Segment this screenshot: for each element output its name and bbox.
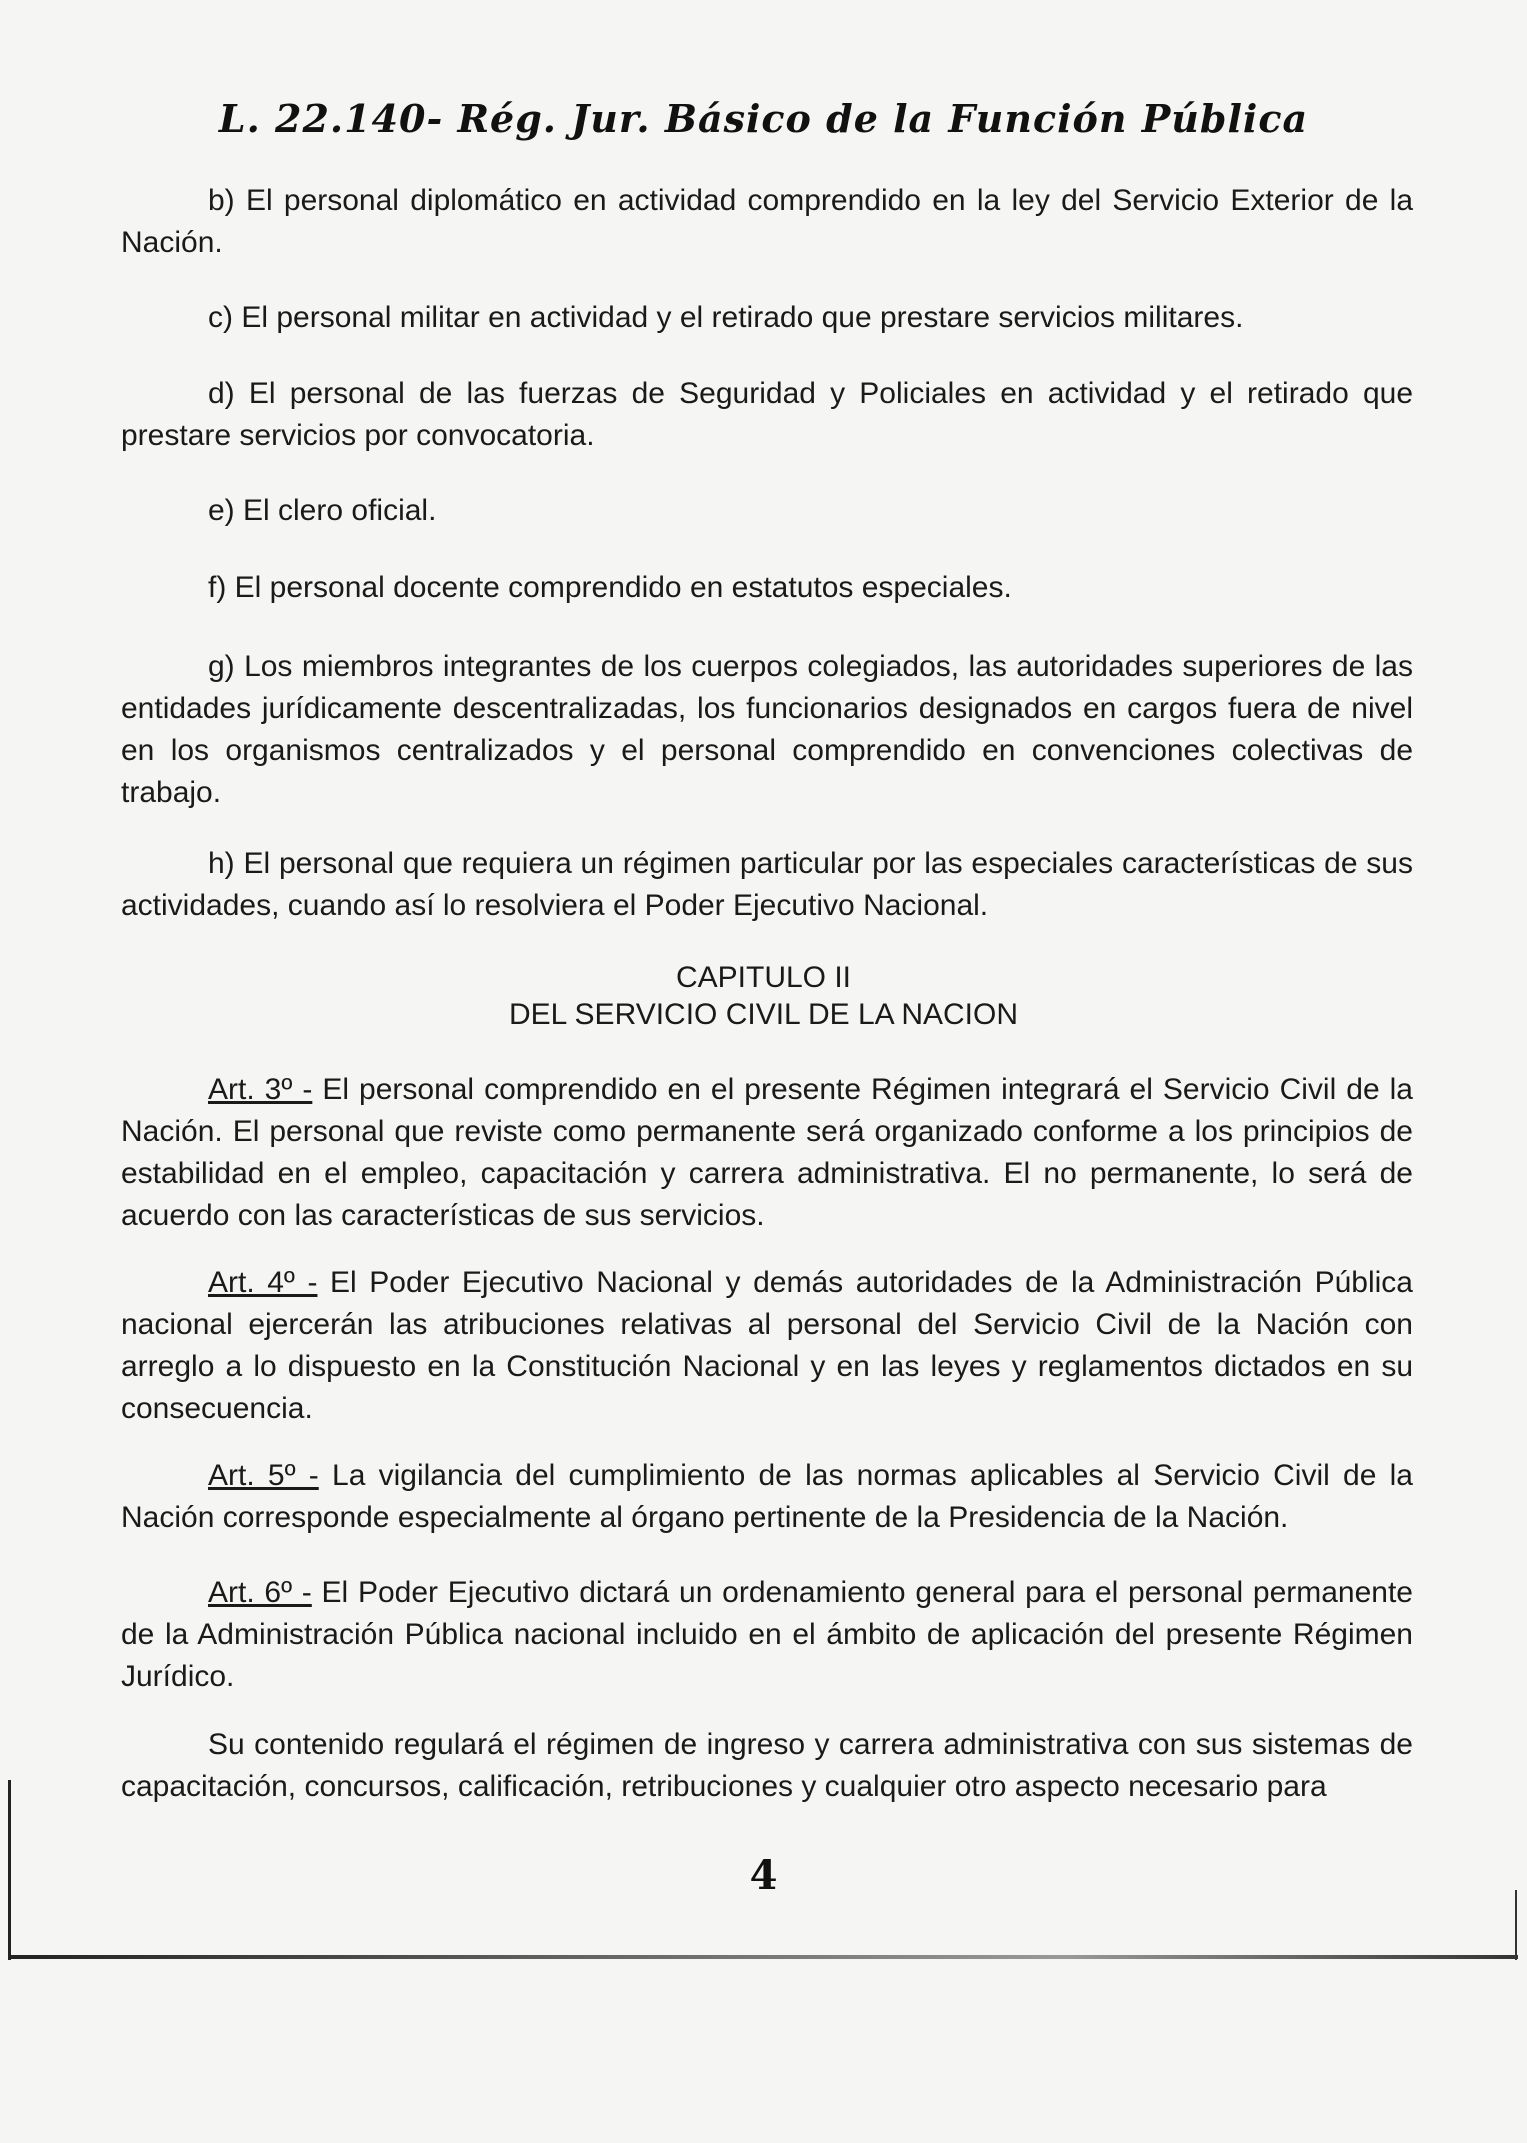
scan-edge — [8, 1955, 1518, 1959]
scan-edge — [1515, 1890, 1517, 1960]
article-3 — [121, 1069, 1413, 1237]
page-number: 4 — [749, 1852, 778, 1899]
article-label: Art. 6º - — [208, 1576, 312, 1609]
chapter-title: DEL SERVICIO CIVIL DE LA NACION — [508, 998, 1019, 1031]
article-text: El personal comprendido en el presente Régimen integrará el Servicio Civil de la Nación. El personal que reviste como permanente será organizado conforme a los principios de estabilidad en el empleo, capacitación y carrera administrativa. El no permanente, lo será de acuerdo con las características de sus servicios. — [121, 1073, 1413, 1232]
article-4 — [121, 1262, 1413, 1430]
chapter-number: CAPITULO II — [675, 961, 852, 994]
article-text: La vigilancia del cumplimiento de las normas aplicables al Servicio Civil de la Nación corresponde especialmente al órgano pertinente de la Presidencia de la Nación. — [121, 1459, 1413, 1534]
paragraph-e: e) El clero oficial. — [208, 494, 437, 527]
paragraph-f: f) El personal docente comprendido en estatutos especiales. — [208, 571, 1012, 604]
paragraph-h: h) El personal que requiera un régimen particular por las especiales características de sus actividades, cuando así lo resolviera el Poder Ejecutivo Nacional. — [121, 847, 1413, 922]
running-header: L. 22.140- Rég. Jur. Básico de la Función Pública — [218, 96, 1309, 141]
paragraph-g: g) Los miembros integrantes de los cuerpos colegiados, las autoridades superiores de las entidades jurídicamente descentralizadas, los funcionarios designados en cargos fuera de nivel en los organismos centralizados y el personal comprendido en convenciones colectivas de trabajo. — [121, 650, 1413, 809]
closing-paragraph: Su contenido regulará el régimen de ingreso y carrera administrativa con sus sistemas de capacitación, concursos, calificación, retribuciones y cualquier otro aspecto necesario para — [121, 1728, 1413, 1803]
article-label: Art. 5º - — [208, 1459, 319, 1492]
article-5 — [121, 1455, 1413, 1539]
article-6 — [121, 1572, 1413, 1698]
scan-edge — [8, 1780, 11, 1960]
paragraph-d: d) El personal de las fuerzas de Seguridad y Policiales en actividad y el retirado que prestare servicios por convocatoria. — [121, 377, 1413, 452]
paragraph-c: c) El personal militar en actividad y el retirado que prestare servicios militares. — [208, 301, 1244, 334]
article-text: El Poder Ejecutivo dictará un ordenamiento general para el personal permanente de la Administración Pública nacional incluido en el ámbito de aplicación del presente Régimen Jurídico. — [121, 1576, 1413, 1693]
article-label: Art. 3º - — [208, 1073, 313, 1106]
article-text: El Poder Ejecutivo Nacional y demás autoridades de la Administración Pública nacional ejercerán las atribuciones relativas al personal del Servicio Civil de la Nación con arreglo a lo dispuesto en la Constitución Nacional y en las leyes y reglamentos dictados en su consecuencia. — [121, 1266, 1413, 1425]
article-label: Art. 4º - — [208, 1266, 318, 1299]
paragraph-b: b) El personal diplomático en actividad comprendido en la ley del Servicio Exterior de la Nación. — [121, 184, 1413, 259]
